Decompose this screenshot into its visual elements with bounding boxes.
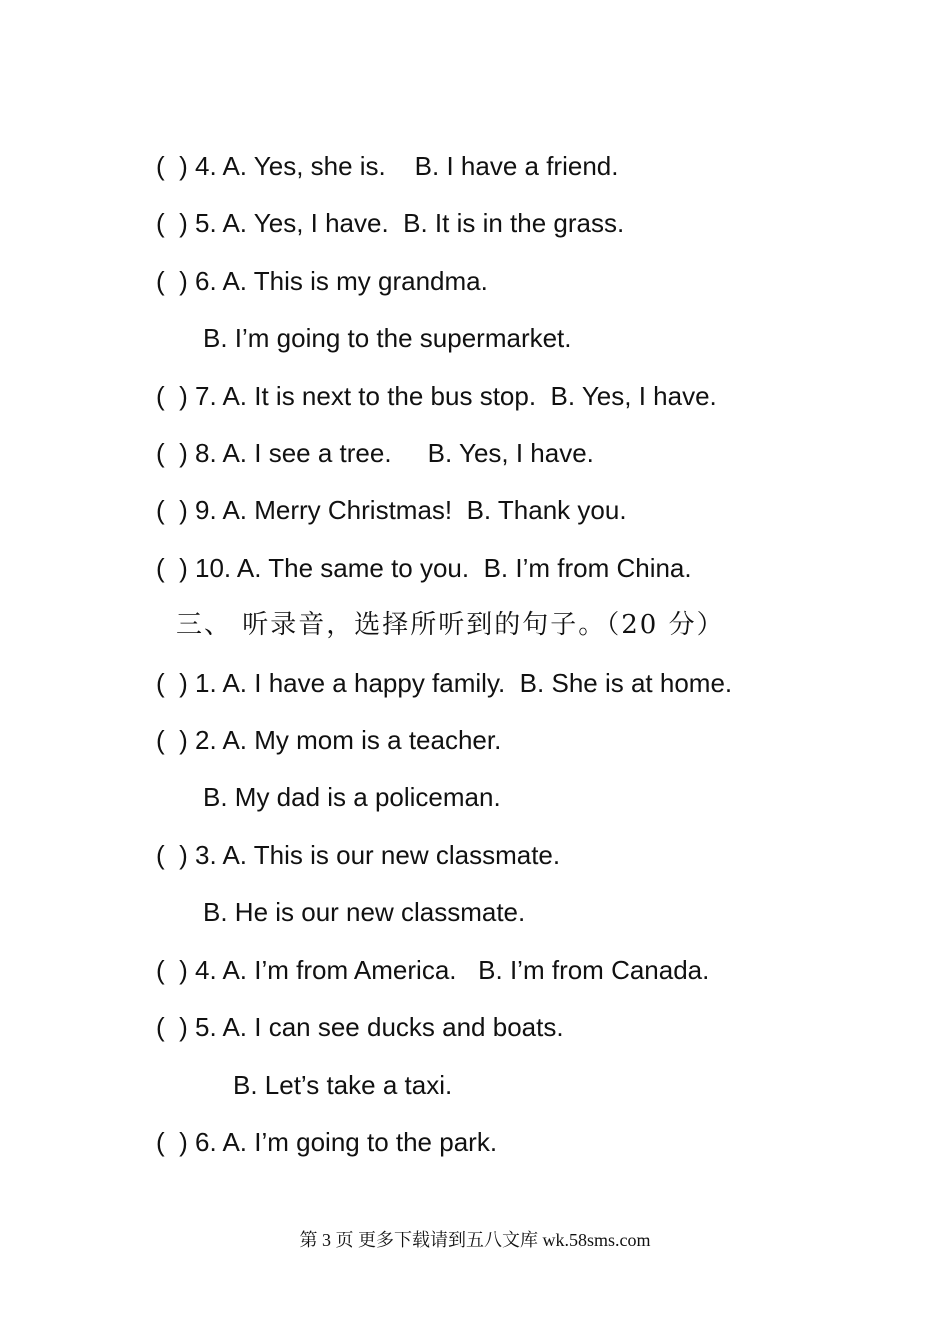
question-line: ( ) 1. A. I have a happy family. B. She is at home. [156, 668, 733, 698]
option-line: B. I’m going to the supermarket. [203, 323, 572, 353]
page-footer: 第 3 页 更多下载请到五八文库 wk.58sms.com [299, 1230, 651, 1250]
question-line: ( ) 6. A. This is my grandma. [156, 266, 488, 296]
section-heading: 三、 听录音，选择所听到的句子。（20 分） [176, 610, 725, 640]
question-line: ( ) 5. A. I can see ducks and boats. [156, 1012, 564, 1042]
question-line: ( ) 4. A. I’m from America. B. I’m from Canada. [156, 955, 710, 985]
option-line: B. My dad is a policeman. [203, 782, 501, 812]
question-line: ( ) 8. A. I see a tree. B. Yes, I have. [156, 438, 594, 468]
question-line: ( ) 7. A. It is next to the bus stop. B. Yes, I have. [156, 381, 717, 411]
question-line: ( ) 9. A. Merry Christmas! B. Thank you. [156, 495, 627, 525]
question-line: ( ) 6. A. I’m going to the park. [156, 1127, 498, 1157]
question-line: ( ) 2. A. My mom is a teacher. [156, 725, 502, 755]
option-line: B. Let’s take a taxi. [233, 1070, 453, 1100]
question-line: ( ) 5. A. Yes, I have. B. It is in the grass. [156, 208, 625, 238]
option-line: B. He is our new classmate. [203, 897, 526, 927]
question-line: ( ) 10. A. The same to you. B. I’m from China. [156, 553, 692, 583]
question-line: ( ) 3. A. This is our new classmate. [156, 840, 561, 870]
question-line: ( ) 4. A. Yes, she is. B. I have a friend. [156, 151, 619, 181]
